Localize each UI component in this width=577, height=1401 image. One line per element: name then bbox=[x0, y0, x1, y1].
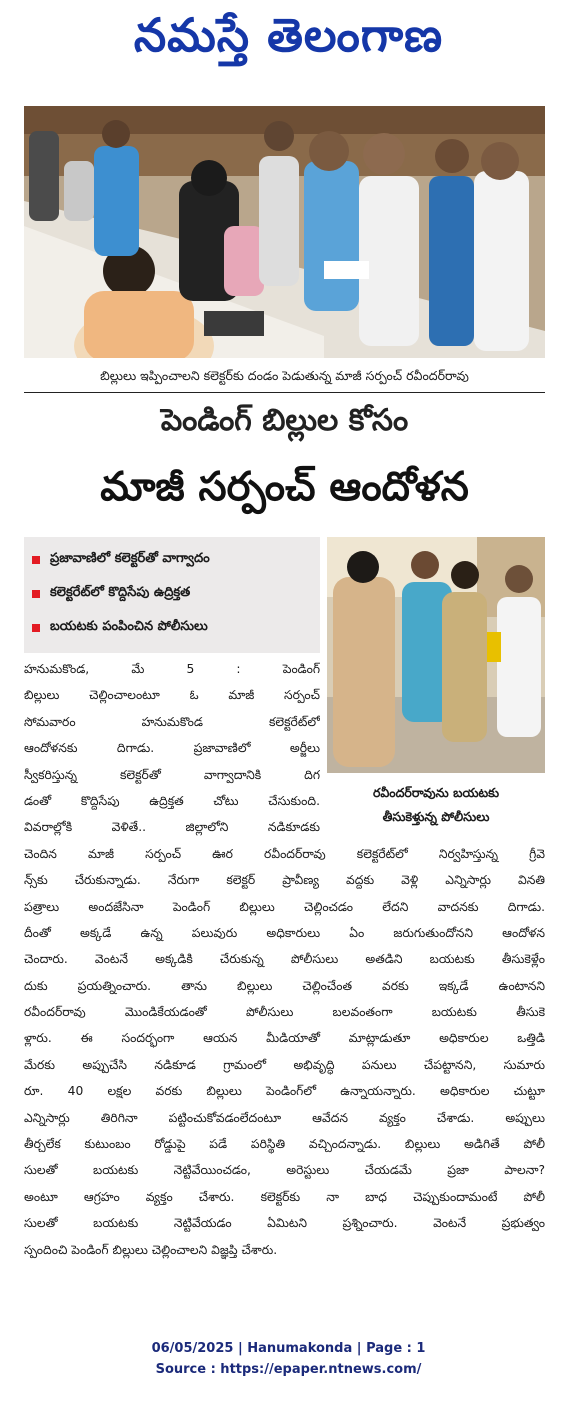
newspaper-masthead bbox=[0, 0, 577, 82]
article-line: వివరాల్లోకి వెళితే.. జిల్లాలోని నడికూడకు bbox=[24, 820, 320, 835]
article-line: మేరకు అప్పుచేసి నడికూడ గ్రామంలో అభివృద్ధి పనులు చేపట్టానని, సుమారు bbox=[24, 1057, 545, 1072]
footer-meta: 06/05/2025 | Hanumakonda | Page : 1 bbox=[151, 1341, 426, 1356]
highlight-text: కలెక్టరేట్‌లో కొద్దిసేపు ఉద్రిక్తత bbox=[50, 585, 191, 600]
article-line: సోమవారం హనుమకొండ కలెక్టరేట్‌లో bbox=[24, 714, 320, 729]
article-line: పత్రాలు అందజేసినా పెండింగ్ బిల్లులు చెల్లించడం లేదని వాదనకు దిగాడు. bbox=[24, 899, 545, 914]
highlight-text: ప్రజావాణిలో కలెక్టర్‌తో వాగ్వాదం bbox=[50, 551, 210, 566]
article-line: చెందిన మాజీ సర్పంచ్ ఊర రవీందర్‌రావు కలెక్టరేట్‌లో నిర్వహిస్తున్న గ్రీవె bbox=[24, 846, 545, 861]
article-line: చెందారు. వెంటనే అక్కడికి చేరుకున్న పోలీసులు అతడిని బయటకు తీసుకెళ్లేం bbox=[24, 952, 545, 967]
article-line: దుకు ప్రయత్నించారు. తాను బిల్లులు చెల్లించేంత వరకు ఇక్కడే ఉంటానని bbox=[24, 978, 545, 993]
top-news-photo bbox=[24, 106, 545, 358]
article-body bbox=[24, 656, 545, 1292]
headline-line-1: పెండింగ్ బిల్లుల కోసం bbox=[160, 403, 409, 438]
top-photo-caption: బిల్లులు ఇప్పించాలని కలెక్టర్‌కు దండం పెడుతున్న మాజీ సర్పంచ్ రవీందర్‌రావు bbox=[24, 362, 545, 393]
masthead-title: నమస్తే తెలంగాణ bbox=[133, 8, 444, 62]
article-line: ఎన్నిసార్లు తిరిగినా పట్టించుకోవడంలేదంటూ ఆవేదన వ్యక్తం చేశాడు. అప్పులు bbox=[24, 1110, 545, 1125]
article-line: స్పందించి పెండింగ్ బిల్లులు చెల్లించాలని విజ్ఞప్తి చేశారు. bbox=[24, 1242, 278, 1257]
highlight-text: బయటకు పంపించిన పోలీసులు bbox=[50, 619, 208, 634]
article-line: స్వీకరిస్తున్న కలెక్టర్‌తో వాగ్వాదానికి దిగ bbox=[24, 767, 320, 782]
square-bullet-icon bbox=[32, 556, 40, 564]
highlight-item bbox=[32, 577, 312, 611]
article-line: న్స్‌కు చేరుకున్నాడు. నేరుగా కలెక్టర్ ప్రావీణ్య వద్దకు వెళ్లి ఎన్నిసార్లు వినతి bbox=[24, 873, 545, 888]
highlights-box bbox=[24, 537, 320, 653]
footer-source-link[interactable]: Source : https://epaper.ntnews.com/ bbox=[155, 1362, 422, 1377]
article-line: ఆందోళనకు దిగాడు. ప్రజావాణిలో అర్జీలు bbox=[24, 741, 320, 756]
article-line: డంతో కొద్దిసేపు ఉద్రిక్తత చోటు చేసుకుంది. bbox=[24, 793, 320, 808]
article-line: హనుమకొండ, మే 5 : పెండింగ్ bbox=[24, 662, 320, 676]
article-line: సులతో బయటకు నెట్టివేయడం ఏమిటని ప్రశ్నించారు. వెంటనే ప్రభుత్వం bbox=[24, 1216, 545, 1231]
page-footer bbox=[0, 1338, 577, 1388]
highlight-item bbox=[32, 611, 312, 645]
square-bullet-icon bbox=[32, 624, 40, 632]
article-line: ళ్లారు. ఈ సందర్భంగా ఆయన మీడియాతో మాట్లాడుతూ అధికారుల ఒత్తిడి bbox=[24, 1031, 545, 1046]
side-caption-line-2: తీసుకెళ్తున్న పోలీసులు bbox=[382, 809, 490, 824]
article-line: బిల్లులు చెల్లించాలంటూ ఓ మాజీ సర్పంచ్ bbox=[24, 688, 320, 703]
highlight-item bbox=[32, 543, 312, 577]
headline-line-2: మాజీ సర్పంచ్ ఆందోళన bbox=[100, 464, 469, 510]
article-line: దీంతో అక్కడే ఉన్న పలువురు అధికారులు ఏం జరుగుతుందోనని ఆందోళన bbox=[24, 925, 545, 940]
article-line: అంటూ ఆగ్రహం వ్యక్తం చేశారు. కలెక్టర్‌కు నా బాధ చెప్పుకుందామంటే పోలీ bbox=[24, 1189, 545, 1204]
article-line: రూ. 40 లక్షల వరకు బిల్లులు పెండింగ్‌లో ఉన్నాయన్నారు. అధికారుల చుట్టూ bbox=[24, 1084, 545, 1099]
square-bullet-icon bbox=[32, 590, 40, 598]
article-line: రవీందర్‌రావు మొండికేయడంతో పోలీసులు బలవంతంగా బయటకు తీసుకె bbox=[24, 1005, 545, 1020]
article-line: తీర్చలేక కుటుంబం రోడ్డుపై పడే పరిస్థితి వచ్చిందన్నాడు. బిల్లులు అడిగితే పోలీ bbox=[24, 1137, 545, 1152]
article-line: సులతో బయటకు నెట్టివేయించడం, అరెస్టులు చేయడమే ప్రజా పాలనా? bbox=[24, 1163, 545, 1178]
side-caption-line-1: రవీందర్‌రావును బయటకు bbox=[372, 785, 500, 800]
